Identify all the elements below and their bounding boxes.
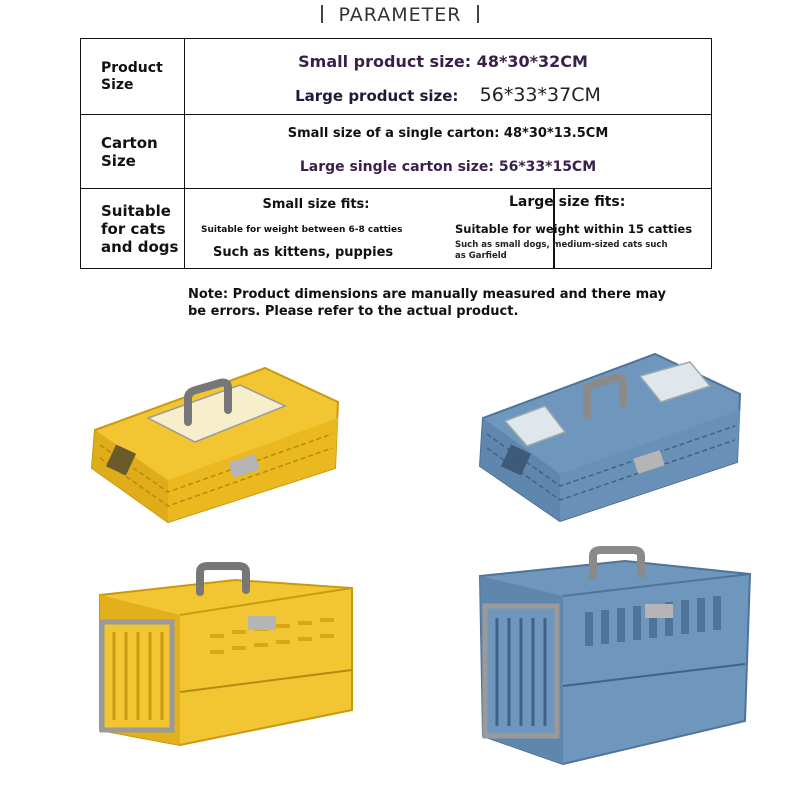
- row-suitable: [81, 189, 711, 268]
- header-divider: [477, 5, 479, 23]
- large-product-size-label: Large product size:: [295, 87, 459, 105]
- small-carton-size: Small size of a single carton: 48*30*13.5CM: [287, 126, 609, 141]
- product-size-cell: [185, 39, 711, 114]
- large-product-size-value: 56*33*37CM: [479, 84, 601, 106]
- yellow-carrier-open-image: [90, 560, 360, 750]
- blue-carrier-folded-image: [465, 336, 755, 546]
- large-fits: [451, 189, 711, 268]
- large-fits-title: Large size fits:: [509, 194, 626, 210]
- header-title: PARAMETER: [338, 4, 462, 26]
- row-label: Suitable for cats and dogs: [81, 189, 185, 268]
- small-fits: [185, 189, 447, 268]
- small-fits-examples: Such as kittens, puppies: [213, 245, 394, 260]
- section-header: [0, 4, 800, 26]
- large-fits-weight: Suitable for weight within 15 catties: [455, 222, 693, 236]
- small-product-size: Small product size: 48*30*32CM: [298, 52, 588, 71]
- carton-size-cell: [185, 115, 711, 188]
- small-fits-title: Small size fits:: [262, 197, 370, 212]
- parameter-table: [80, 38, 712, 269]
- small-fits-weight: Suitable for weight between 6-8 catties: [201, 225, 403, 235]
- row-product-size: [81, 39, 711, 115]
- large-fits-examples: Such as small dogs, medium-sized cats such as Garfield: [455, 240, 668, 261]
- header-divider: [321, 5, 323, 23]
- fits-cell: [185, 189, 711, 268]
- row-carton-size: [81, 115, 711, 189]
- row-label: Carton Size: [81, 115, 185, 188]
- yellow-carrier-folded-image: [70, 340, 360, 550]
- row-label: Product Size: [81, 39, 185, 114]
- large-product-size: [185, 84, 711, 106]
- blue-carrier-open-image: [475, 546, 755, 766]
- large-carton-size: Large single carton size: 56*33*15CM: [299, 159, 597, 175]
- note-text: Note: Product dimensions are manually measured and there may be errors. Please refer to the actual product.: [188, 287, 666, 319]
